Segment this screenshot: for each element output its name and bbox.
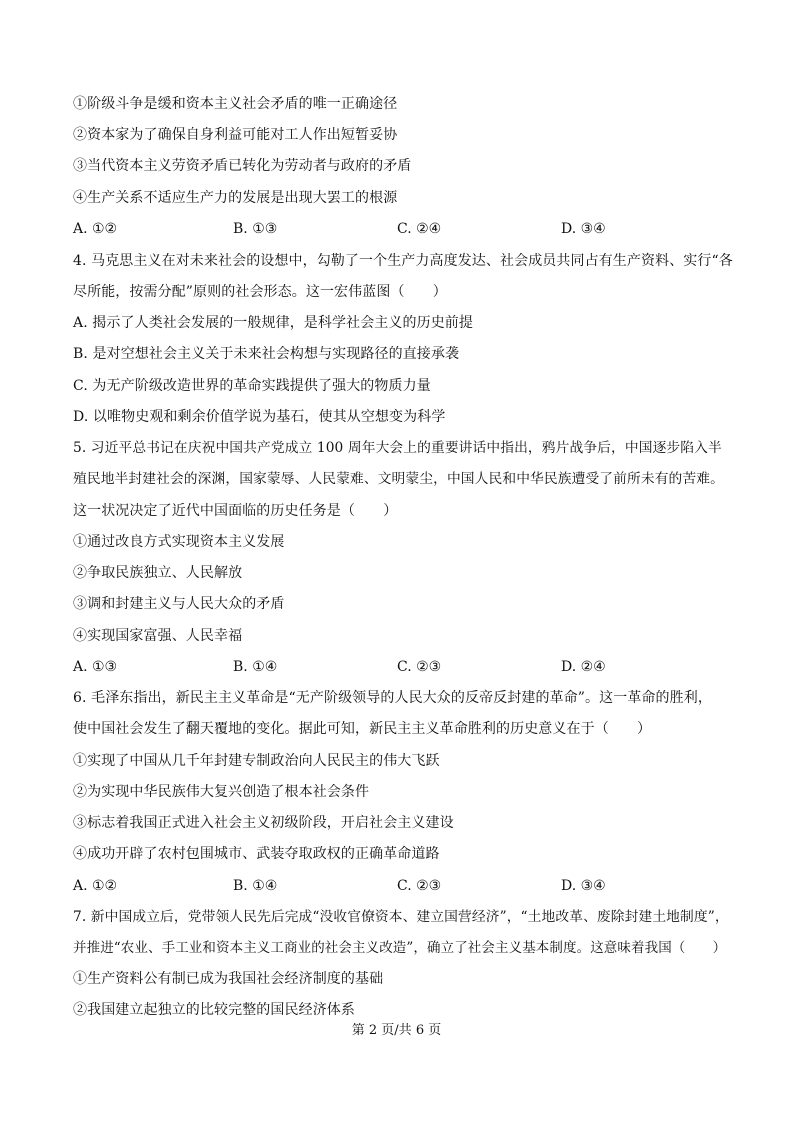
q5-stem-line-3: 这一状况决定了近代中国面临的历史任务是（ ） (73, 503, 398, 519)
page-footer: 第 2 页/共 6 页 (351, 1023, 442, 1038)
q3-option-d: D. ③④ (561, 221, 606, 237)
q6-item-3: ③标志着我国正式进入社会主义初级阶段，开启社会主义建设 (73, 815, 454, 831)
q6-option-c: C. ②③ (397, 878, 442, 894)
q4-stem-line-1: 4. 马克思主义在对未来社会的设想中，勾勒了一个生产力高度发达、社会成员共同占有生产资料、实行“各 (73, 253, 733, 269)
q4-option-b: B. 是对空想社会主义关于未来社会构想与实现路径的直接承袭 (73, 346, 460, 362)
q4-option-a: A. 揭示了人类社会发展的一般规律，是科学社会主义的历史前提 (73, 315, 474, 331)
q5-option-d: D. ②④ (561, 659, 606, 675)
q5-options (73, 657, 733, 677)
q6-option-a: A. ①② (73, 878, 118, 894)
q3-item-3: ③当代资本主义劳资矛盾已转化为劳动者与政府的矛盾 (73, 158, 412, 174)
q5-item-1: ①通过改良方式实现资本主义发展 (73, 534, 285, 550)
q4-option-d: D. 以唯物史观和剩余价值学说为基石，使其从空想变为科学 (73, 409, 446, 425)
q4-stem-line-2: 尽所能，按需分配”原则的社会形态。这一宏伟蓝图（ ） (73, 284, 447, 300)
q5-item-3: ③调和封建主义与人民大众的矛盾 (73, 596, 285, 612)
q4-option-c: C. 为无产阶级改造世界的革命实践提供了强大的物质力量 (73, 378, 431, 394)
q5-option-a: A. ①③ (73, 659, 118, 675)
q3-options (73, 219, 733, 239)
q6-stem-line-2: 使中国社会发生了翻天覆地的变化。据此可知，新民主主义革命胜利的历史意义在于（ ） (73, 721, 652, 737)
q3-item-2: ②资本家为了确保自身利益可能对工人作出短暂妥协 (73, 127, 398, 143)
q5-option-b: B. ①④ (233, 659, 278, 675)
q5-item-2: ②争取民族独立、人民解放 (73, 565, 243, 581)
q3-option-a: A. ①② (73, 221, 118, 237)
q3-option-b: B. ①③ (233, 221, 278, 237)
q5-stem-line-2: 殖民地半封建社会的深渊，国家蒙辱、人民蒙难、文明蒙尘，中国人民和中华民族遭受了前所未有的苦难。 (73, 471, 724, 487)
q7-item-2: ②我国建立起独立的比较完整的国民经济体系 (73, 1002, 355, 1018)
q6-item-1: ①实现了中国从几千年封建专制政治向人民民主的伟大飞跃 (73, 753, 440, 769)
q6-option-b: B. ①④ (233, 878, 278, 894)
q6-option-d: D. ③④ (561, 878, 606, 894)
q7-item-1: ①生产资料公有制已成为我国社会经济制度的基础 (73, 971, 384, 987)
q6-item-2: ②为实现中华民族伟大复兴创造了根本社会条件 (73, 784, 370, 800)
q5-item-4: ④实现国家富强、人民幸福 (73, 628, 243, 644)
q6-options (73, 876, 733, 896)
q3-item-4: ④生产关系不适应生产力的发展是出现大罢工的根源 (73, 190, 398, 206)
q3-item-1: ①阶级斗争是缓和资本主义社会矛盾的唯一正确途径 (73, 96, 398, 112)
q5-stem-line-1: 5. 习近平总书记在庆祝中国共产党成立 100 周年大会上的重要讲话中指出，鸦片战争后，中国逐步陷入半 (73, 440, 722, 456)
q6-item-4: ④成功开辟了农村包围城市、武装夺取政权的正确革命道路 (73, 846, 440, 862)
q3-option-c: C. ②④ (397, 221, 442, 237)
q7-stem-line-1: 7. 新中国成立后，党带领人民先后完成“没收官僚资本、建立国营经济”，“土地改革、废除封建土地制度”， (73, 909, 729, 925)
q6-stem-line-1: 6. 毛泽东指出，新民主主义革命是“无产阶级领导的人民大众的反帝反封建的革命”。这一革命的胜利， (73, 690, 712, 706)
q5-option-c: C. ②③ (397, 659, 442, 675)
q7-stem-line-2: 并推进“农业、手工业和资本主义工商业的社会主义改造”，确立了社会主义基本制度。这意味着我国（ ） (73, 940, 727, 956)
